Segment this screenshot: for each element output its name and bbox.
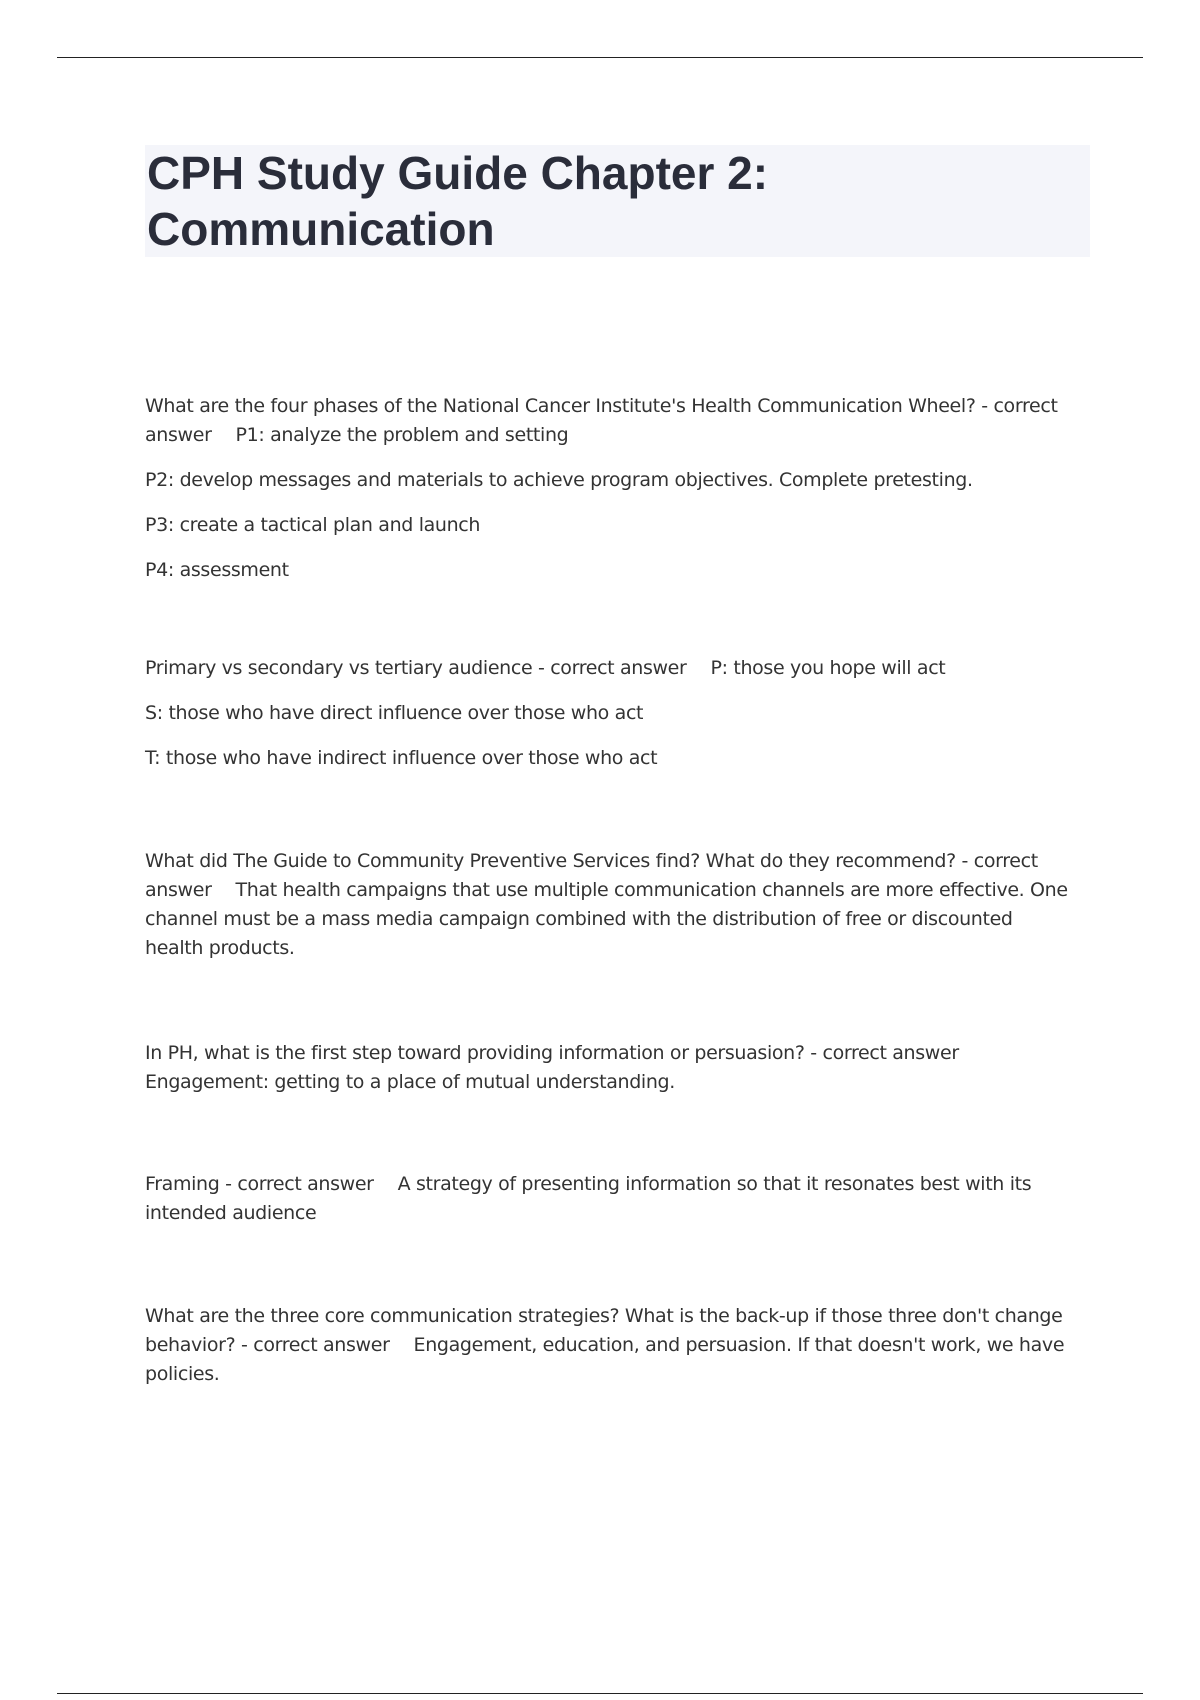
question-text: Framing [145,1173,220,1195]
answer-text: P1: analyze the problem and setting [235,424,569,446]
page-title: CPH Study Guide Chapter 2: Communication [147,147,769,255]
answer-line: P4: assessment [145,559,289,581]
answer-line: T: those who have indirect influence over those who act [145,747,658,769]
title-banner [145,145,1090,257]
qa-question-line [145,847,1070,963]
question-text: What are the three core communication strategies? What is the back-up if those three don't change behavior? [145,1305,1063,1356]
qa-item [145,392,1070,585]
qa-question-line [145,392,1070,450]
qa-item [145,847,1070,963]
answer-separator: - correct answer [538,657,687,679]
qa-item [145,1170,1070,1228]
answer-line: P3: create a tactical plan and launch [145,514,481,536]
answer-text: That health campaigns that use multiple communication channels are more effective. One channel must be a mass media campaign combined with the distribution of free or discounted health products. [145,879,1068,959]
question-text: Primary vs secondary vs tertiary audience [145,657,533,679]
answer-separator: - correct answer [225,1173,374,1195]
answer-text: A strategy of presenting information so that it resonates best with its intended audience [145,1173,1032,1224]
qa-item [145,1039,1070,1097]
answer-line: S: those who have direct influence over those who act [145,702,644,724]
answer-separator: - correct answer [145,395,1058,446]
qa-question-line [145,1170,1070,1228]
qa-question-line [145,1302,1070,1389]
answer-text: P: those you hope will act [710,657,946,679]
answer-line: P2: develop messages and materials to achieve program objectives. Complete pretesting. [145,469,973,491]
answer-separator: - correct answer [241,1334,390,1356]
top-rule [57,57,1143,58]
qa-question-line [145,1039,1070,1097]
question-text: What did The Guide to Community Preventive Services find? What do they recommend? [145,850,956,872]
qa-question-line [145,654,1070,683]
answer-separator: - correct answer [810,1042,959,1064]
qa-item [145,654,1070,773]
qa-item [145,1302,1070,1389]
answer-text: Engagement: getting to a place of mutual understanding. [145,1071,675,1093]
question-text: In PH, what is the first step toward providing information or persuasion? [145,1042,805,1064]
answer-separator: - correct answer [145,850,1038,901]
question-text: What are the four phases of the National Cancer Institute's Health Communication Wheel? [145,395,976,417]
answer-text: Engagement, education, and persuasion. If that doesn't work, we have policies. [145,1334,1065,1385]
qa-list [145,392,1070,1389]
bottom-rule [57,1693,1143,1694]
